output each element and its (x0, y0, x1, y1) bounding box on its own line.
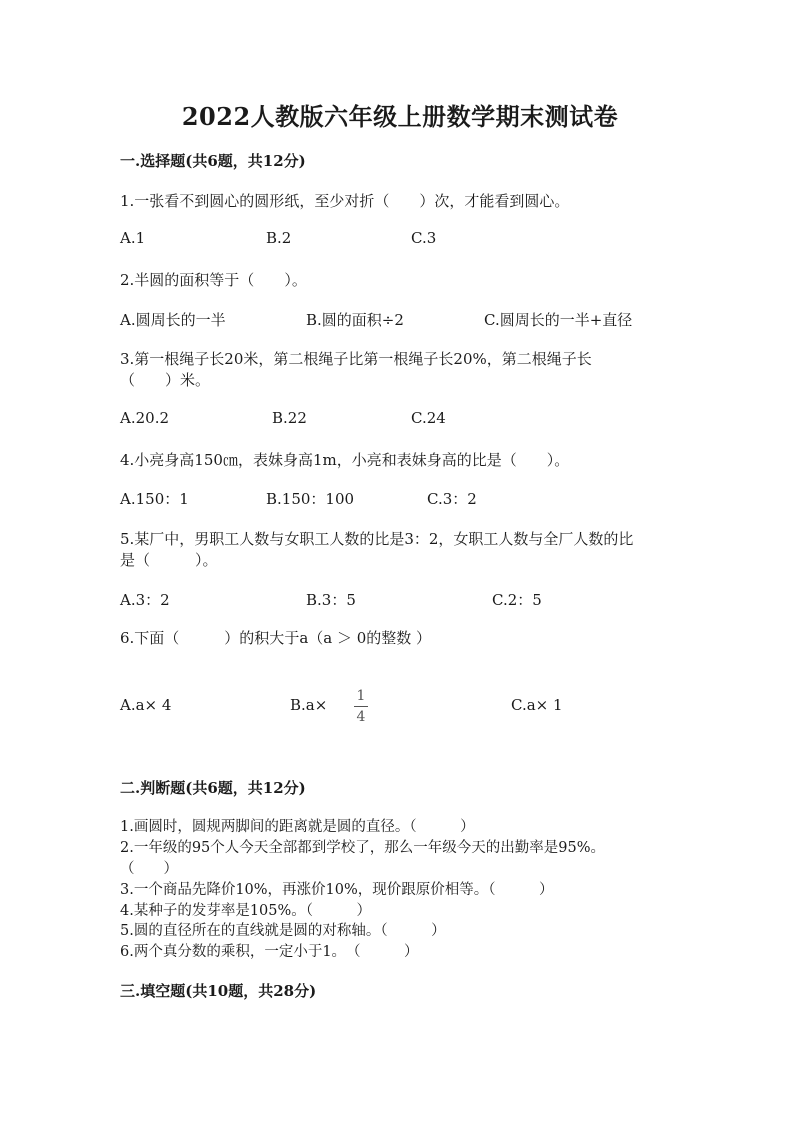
question-3-option-a: A.20.2 (120, 409, 169, 427)
judge-question-2-line1: 2.一年级的95个人今天全部都到学校了，那么一年级今天的出勤率是95%。 (120, 840, 606, 856)
question-5-option-a: A.3：2 (120, 591, 170, 609)
judge-question-4: 4.某种子的发芽率是105%。（ ） (120, 903, 372, 919)
question-1-option-a: A.1 (120, 229, 146, 247)
section-heading-judge: 二.判断题(共6题，共12分) (120, 779, 306, 797)
question-3-option-b: B.22 (272, 409, 307, 427)
question-4-option-b: B.150：100 (266, 490, 355, 508)
question-2-option-c: C.圆周长的一半+直径 (484, 311, 633, 329)
question-5-stem-line1: 5.某厂中，男职工人数与女职工人数的比是3：2，女职工人数与全厂人数的比 (120, 530, 634, 548)
section-heading-choice: 一.选择题(共6题，共12分) (120, 152, 306, 170)
question-3-stem-line2: （ ）米。 (120, 371, 211, 389)
question-6-option-c: C.a× 1 (511, 696, 563, 714)
question-6-option-b-fraction (354, 688, 368, 725)
question-2-option-a: A.圆周长的一半 (120, 311, 226, 329)
judge-question-5: 5.圆的直径所在的直线就是圆的对称轴。（ ） (120, 923, 446, 939)
question-3-stem-line1: 3.第一根绳子长20米，第二根绳子比第一根绳子长20%，第二根绳子长 (120, 350, 592, 368)
question-3-option-c: C.24 (411, 409, 446, 427)
question-1-option-b: B.2 (266, 229, 292, 247)
question-5-option-c: C.2：5 (492, 591, 542, 609)
fraction-bar (354, 706, 368, 707)
question-5-stem-line2: 是（ ）。 (120, 551, 218, 569)
question-5-option-b: B.3：5 (306, 591, 356, 609)
question-2-option-b: B.圆的面积÷2 (306, 311, 404, 329)
fraction-numerator: 1 (356, 688, 366, 704)
question-6-option-b-prefix: B.a× (290, 696, 328, 714)
question-4-option-c: C.3：2 (427, 490, 477, 508)
question-6-stem: 6.下面（ ）的积大于a（a ＞ 0的整数 ） (120, 629, 432, 647)
judge-question-6: 6.两个真分数的乘积，一定小于1。 （ ） (120, 944, 419, 960)
question-2-stem: 2.半圆的面积等于（ ）。 (120, 271, 307, 289)
question-1-option-c: C.3 (411, 229, 437, 247)
judge-question-3: 3.一个商品先降价10%，再涨价10%，现价跟原价相等。（ ） (120, 882, 554, 898)
question-6-option-a: A.a× 4 (120, 696, 172, 714)
question-4-stem: 4.小亮身高150㎝，表妹身高1m，小亮和表妹身高的比是（ ）。 (120, 451, 570, 469)
page-title: 2022人教版六年级上册数学期末测试卷 (181, 102, 619, 131)
judge-question-2-line2: （ ） (120, 861, 178, 877)
question-1-stem: 1.一张看不到圆心的圆形纸，至少对折（ ）次，才能看到圆心。 (120, 192, 570, 210)
section-heading-fill: 三.填空题(共10题，共28分) (120, 982, 317, 1000)
question-4-option-a: A.150：1 (120, 490, 189, 508)
fraction-denominator: 4 (356, 709, 366, 725)
judge-question-1: 1.画圆时，圆规两脚间的距离就是圆的直径。（ ） (120, 819, 475, 835)
